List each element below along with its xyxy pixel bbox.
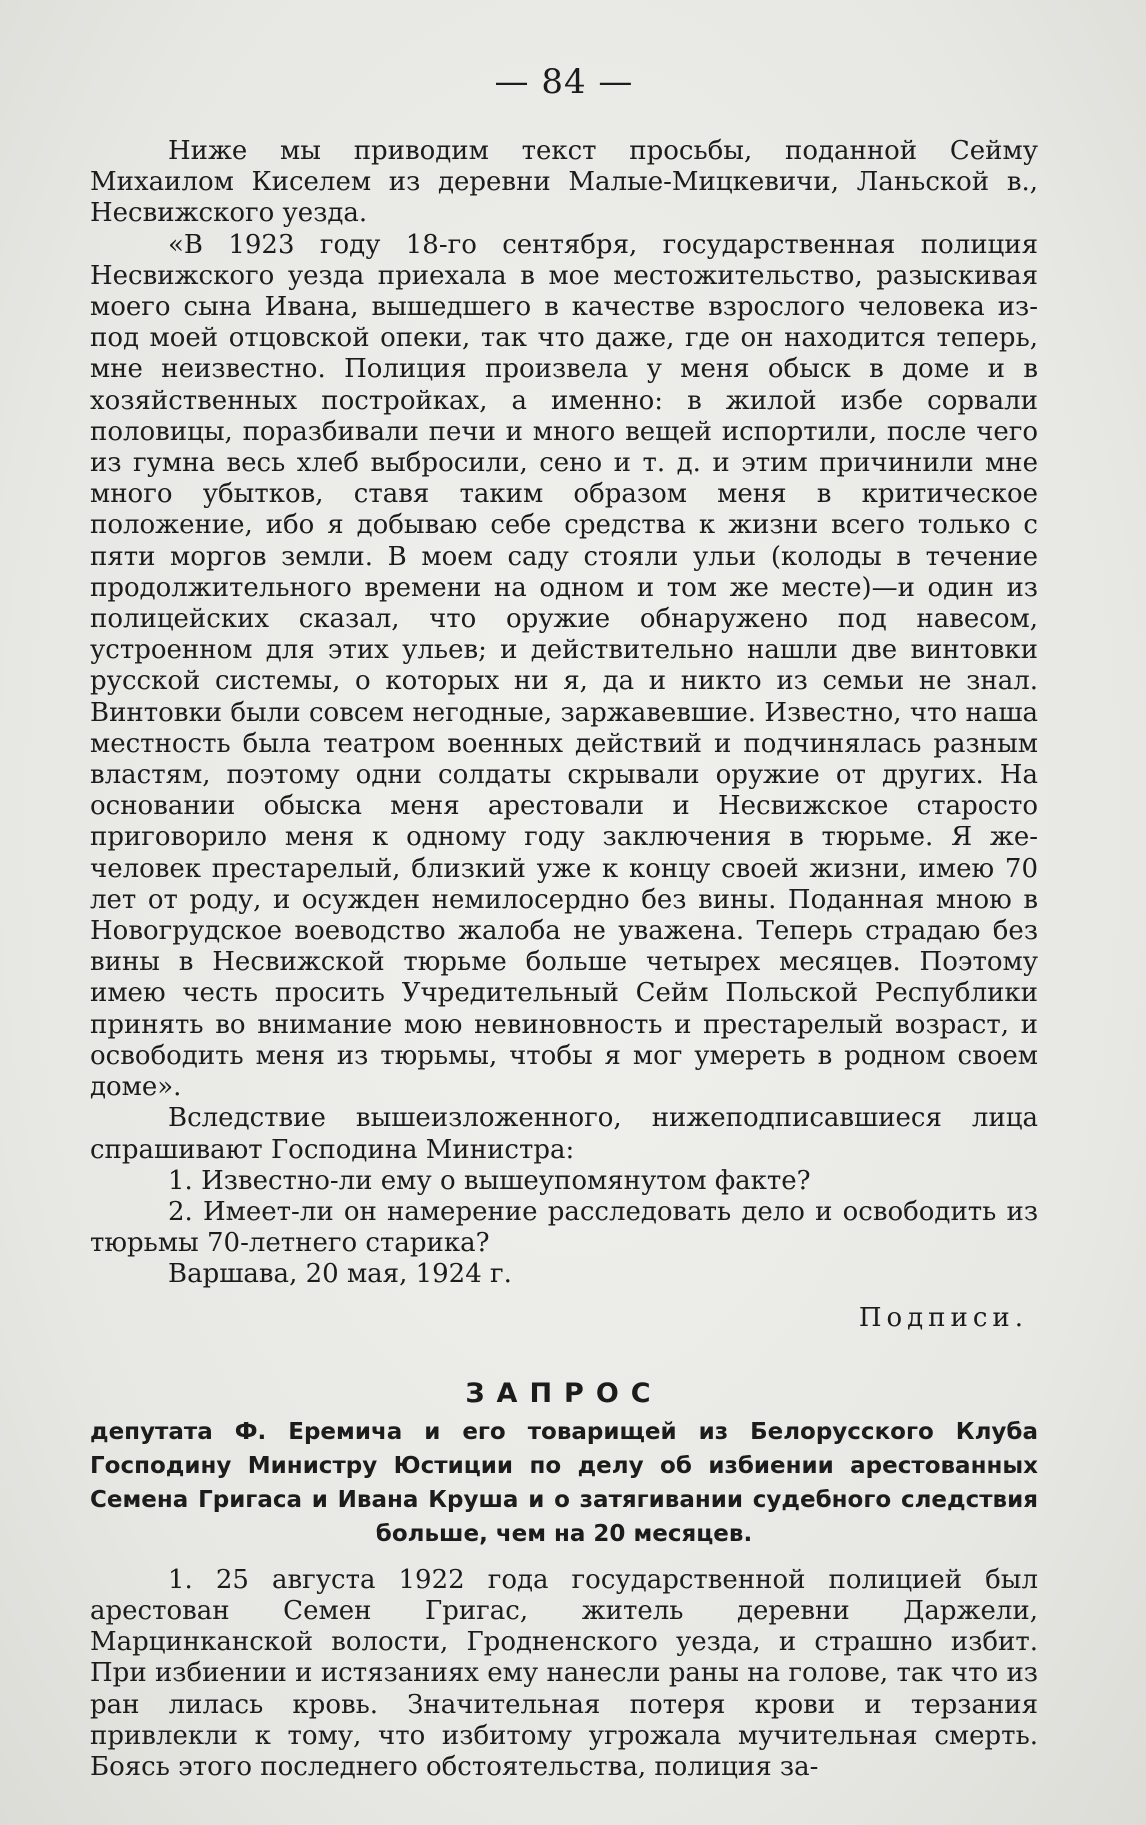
date-line: Варшава, 20 мая, 1924 г. xyxy=(168,1259,512,1290)
question-2: 2. Имеет-ли он намерение расследовать дело и освободить из тюрьмы 70-летнего старика? xyxy=(90,1196,1038,1259)
signatures: Подписи. xyxy=(858,1302,1028,1333)
section-subtitle: депутата Ф. Еремича и его товарищей из Белорусского Клуба Господину Министру Юстиции по делу об избиении арестованных Семена Григаса и Ивана Круша и о затягивании судебного следствия больше, чем на 20 месяцев. xyxy=(90,1418,1038,1547)
consequence-paragraph: Вследствие вышеизложенного, нижеподписавшиеся лица спрашивают Господина Министра: xyxy=(90,1103,1038,1165)
question-1: 1. Известно-ли ему о вышеупомянутом факте? xyxy=(168,1165,811,1196)
page-number: — 84 — xyxy=(494,62,634,102)
petition-text: «В 1923 году 18-го сентября, государственная полиция Несвижского уезда приехала в мое местожительство, разыскивая моего сына Ивана, вышедшего в качестве взрослого человека из-под моей отцовской опеки, так что даже, где он находится теперь, мне неизвестно. Полиция произвела у меня обыск в доме и в хозяйственных постройках, а именно: в жилой избе сорвали половицы, поразбивали печи и много вещей испортили, после чего из гумна весь хлеб выбросили, сено и т. д. и этим причинили мне много убытков, ставя таким образом меня в критическое положение, ибо я добываю себе средства к жизни всего только с пяти моргов земли. В моем саду стояли ульи (колоды в течение продолжительного времени на одном и том же месте)—и один из полицейских сказал, что оружие обнаружено под навесом, устроенном для этих ульев; и действительно нашли две винтовки русской системы, о которых ни я, да и никто из семьи не знал. Винтовки были совсем негодные, заржавевшие. Известно, что наша местность была театром военных действий и подчинялась разным властям, поэтому одни солдаты скрывали оружие от других. На основании обыска меня арестовали и Несвижское старосто приговорило меня к одному году заключения в тюрьме. Я же-человек престарелый, близкий уже к концу своей жизни, имею 70 лет от роду, и осужден немилосердно без вины. Поданная мною в Новогрудское воеводство жалоба не уважена. Теперь страдаю без вины в Несвижской тюрьме больше четырех месяцев. Поэтому имею честь просить Учредительный Сейм Польской Республики принять во внимание мою невиновность и престарелый возраст, и освободить меня из тюрьмы, чтобы я мог умереть в родном своем доме». xyxy=(90,229,1038,1103)
intro-paragraph: Ниже мы приводим текст просьбы, поданной Сейму Михаилом Киселем из деревни Малые-Мицкевичи, Ланьской в., Несвижского уезда. xyxy=(90,136,1038,229)
section-paragraph-1: 1. 25 августа 1922 года государственной полицией был арестован Семен Григас, житель деревни Даржели, Марцинканской волости, Гродненского уезда, и страшно избит. При избиении и истязаниях ему нанесли раны на голове, так что из ран лилась кровь. Значительная потеря крови и терзания привлекли к тому, что избитому угрожала мучительная смерть. Боясь этого последнего обстоятельства, полиция за- xyxy=(90,1564,1038,1782)
section-title: ЗАПРОС xyxy=(465,1377,663,1409)
